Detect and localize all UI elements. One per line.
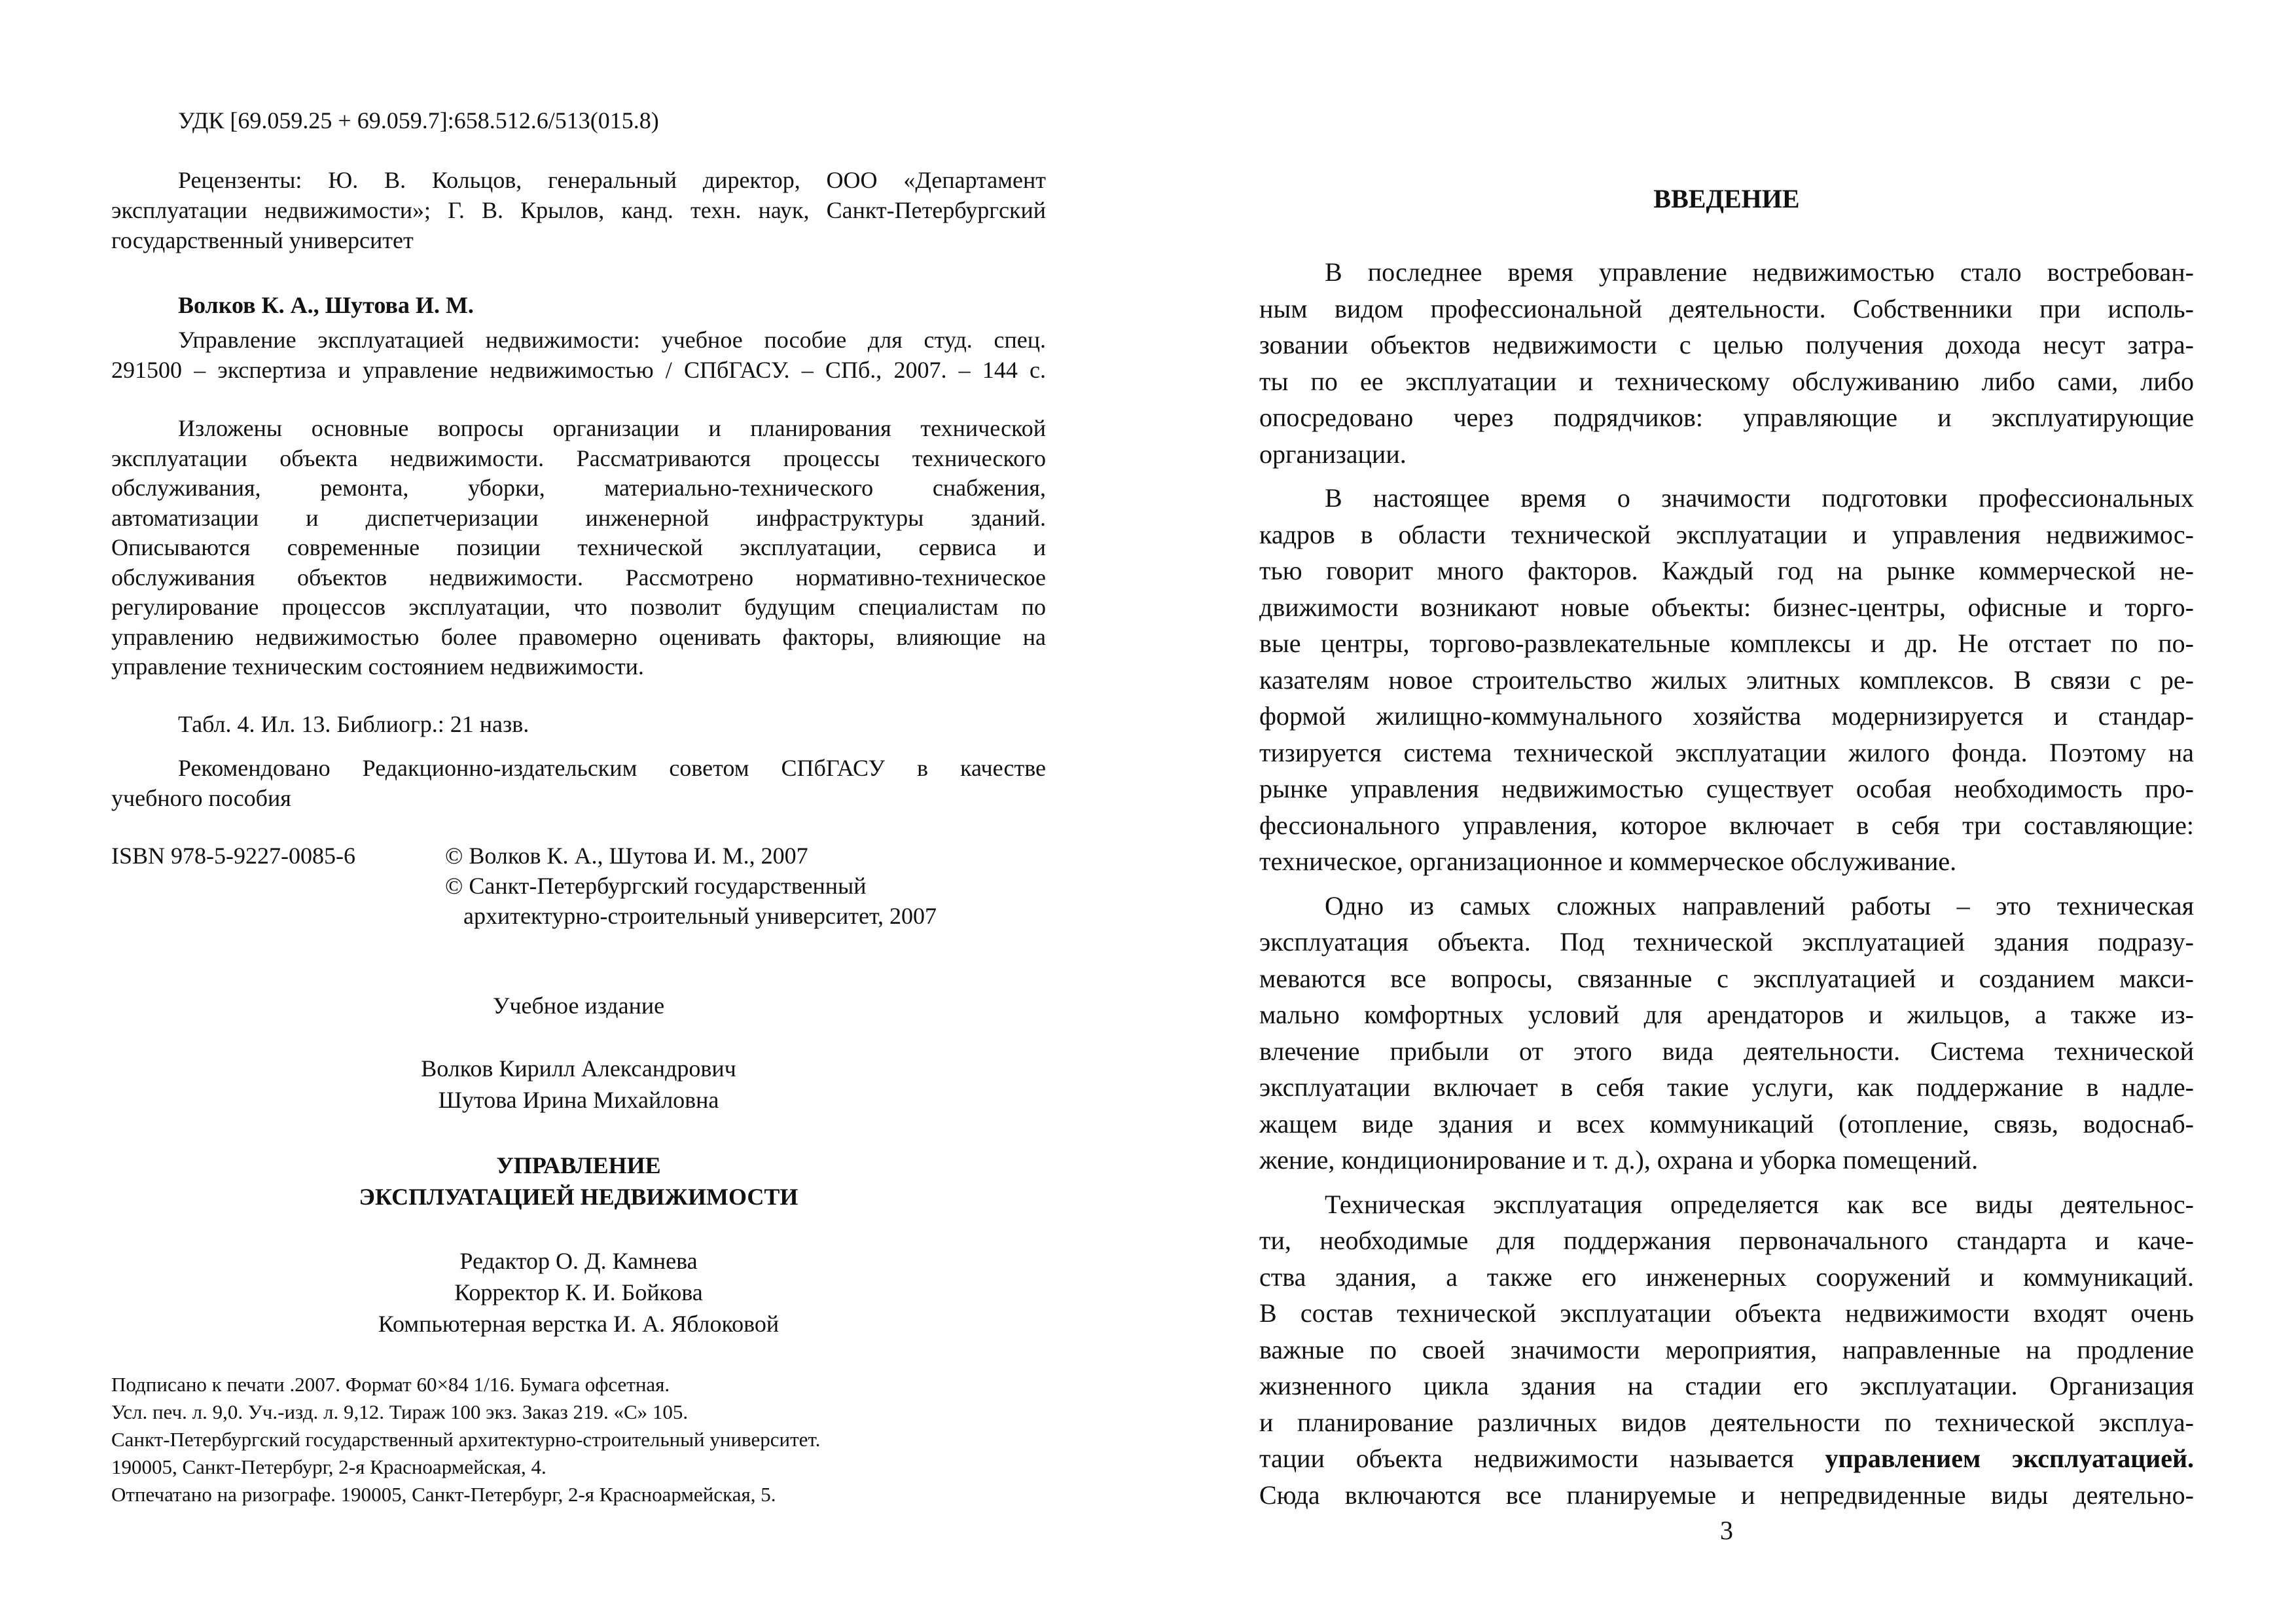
text-line: кадров в области технической эксплуатации и управления недвижимос- [1259,519,2194,549]
imprint-line: Санкт-Петербургский государственный архитектурно-строительный университет. [111,1428,821,1451]
reviewers-block [111,165,1046,255]
text-line: Техническая эксплуатация определяется как все виды деятельнос- [1325,1189,2194,1219]
text-line: В состав технической эксплуатации объекта недвижимости входят очень [1259,1298,2194,1328]
recommendation-line: учебного пособия [111,785,291,811]
imprint-line: Подписано к печати .2007. Формат 60×84 1/16. Бумага офсетная. [111,1373,670,1396]
annotation-line: управлению недвижимостью более правомерно оценивать факторы, влияющие на [111,623,1046,650]
text-line: В настоящее время о значимости подготовки профессиональных [1325,483,2194,513]
annotation-line: обслуживания, ремонта, уборки, материально-технического снабжения, [111,475,1046,501]
book-title-line: ЭКСПЛУАТАЦИЕЙ НЕДВИЖИМОСТИ [359,1184,798,1210]
annotation-line: автоматизации и диспетчеризации инженерной инфраструктуры зданий. [111,504,1046,531]
reviewers-line: эксплуатации недвижимости»; Г. В. Крылов, канд. техн. наук, Санкт-Петербургский [111,197,1046,223]
text-fragment: тации объекта недвижимости называется [1259,1444,1794,1473]
text-line: зовании объектов недвижимости с целью получения дохода несут затра- [1259,330,2194,359]
text-line: формой жилищно-коммунального хозяйства модернизируется и стандар- [1259,701,2194,731]
annotation-line: эксплуатации объекта недвижимости. Рассматриваются процессы технического [111,445,1046,471]
staff-line: Компьютерная верстка И. А. Яблоковой [378,1311,780,1337]
page-number: 3 [1720,1516,1733,1545]
text-line: эксплуатация объекта. Под технической эксплуатацией здания подразу- [1259,927,2194,957]
text-line: Одно из самых сложных направлений работы – это техническая [1325,890,2194,921]
text-line: организации. [1259,439,1407,469]
text-line: жение, кондиционирование и т. д.), охрана и уборка помещений. [1259,1145,1979,1175]
text-line-with-term [1259,1440,2194,1477]
author-names [111,1053,1046,1116]
recommendation [111,753,1046,813]
annotation [111,414,1046,682]
text-line: движимости возникают новые объекты: бизнес-центры, офисные и торго- [1259,592,2194,622]
annotation-line: Изложены основные вопросы организации и планирования технической [178,415,1046,441]
text-line: меваются все вопросы, связанные с эксплуатацией и созданием макси- [1259,963,2194,993]
text-line: Сюда включаются все планируемые и непредвиденные виды деятельно- [1259,1480,2194,1510]
text-line: казателям новое строительство жилых элитных комплексов. В связи с ре- [1259,665,2194,695]
text-line: В последнее время управление недвижимостью стало востребован- [1325,257,2194,287]
text-line: опосредовано через подрядчиков: управляющие и эксплуатирующие [1259,403,2194,432]
key-term: управлением эксплуатацией. [1825,1444,2194,1473]
paragraph-1 [1259,254,2194,472]
authors: Волков К. А., Шутова И. М. [178,292,474,318]
reviewers-line: государственный университет [111,227,414,253]
annotation-line: управление техническим состоянием недвижимости. [111,653,644,680]
text-line: эксплуатации включает в себя такие услуги, как поддержание в надле- [1259,1072,2194,1102]
annotation-line: Описываются современные позиции технической эксплуатации, сервиса и [111,534,1046,560]
author-name: Волков Кирилл Александрович [421,1055,736,1082]
text-line: ства здания, а также его инженерных сооружений и коммуникаций. [1259,1262,2194,1292]
text-line: ным видом профессиональной деятельности. Собственники при исполь- [1259,293,2194,323]
copyright-line: © Санкт-Петербургский государственный [445,873,867,899]
text-line: тизируется система технической эксплуатации жилого фонда. Поэтому на [1259,737,2194,767]
annotation-line: обслуживания объектов недвижимости. Рассмотрено нормативно-техническое [111,564,1046,591]
editorial-staff [111,1245,1046,1340]
text-line: и планирование различных видов деятельности по технической эксплуа- [1259,1407,2194,1437]
imprint-line: Отпечатано на ризографе. 190005, Санкт-Петербург, 2-я Красноармейская, 5. [111,1483,776,1506]
reviewers-line: Рецензенты: Ю. В. Кольцов, генеральный директор, ООО «Департамент [178,167,1046,193]
udk-code: УДК [69.059.25 + 69.059.7]:658.512.6/513(015.8) [178,107,659,134]
bibliographic-line: Управление эксплуатацией недвижимости: учебное пособие для студ. спец. [178,327,1046,353]
imprint-line: Усл. печ. л. 9,0. Уч.-изд. л. 9,12. Тираж 100 экз. Заказ 219. «С» 105. [111,1400,689,1423]
section-heading: ВВЕДЕНИЕ [1653,184,1800,213]
text-line: рынке управления недвижимостью существует особая необходимость про- [1259,774,2194,803]
text-line: ти, необходимые для поддержания первоначального стандарта и каче- [1259,1226,2194,1255]
paragraph-2 [1259,480,2194,880]
bibliographic-description [111,325,1046,385]
text-line: жащем виде здания и всех коммуникаций (отопление, связь, водоснаб- [1259,1108,2194,1139]
text-line: вые центры, торгово-развлекательные комплексы и др. Не отстает по по- [1259,629,2194,658]
bibliographic-line: 291500 – экспертиза и управление недвижимостью / СПбГАСУ. – СПб., 2007. – 144 с. [111,357,1046,383]
paragraph-4 [1259,1186,2194,1514]
text-line: фессионального управления, которое включает в себя три составляющие: [1259,810,2194,840]
imprint-line: 190005, Санкт-Петербург, 2-я Красноармейская, 4. [111,1455,547,1478]
book-title [111,1150,1046,1213]
edition-type: Учебное издание [492,993,665,1019]
text-line: мально комфортных условий для арендаторов и жильцов, а также из- [1259,1000,2194,1029]
copyright-block [445,841,937,931]
staff-line: Корректор К. И. Бойкова [454,1279,703,1305]
text-line: влечение прибыли от этого вида деятельности. Система технической [1259,1036,2194,1066]
text-line: техническое, организационное и коммерческое обслуживание. [1259,847,1957,876]
staff-line: Редактор О. Д. Камнева [459,1248,698,1274]
isbn: ISBN 978-5-9227-0085-6 [111,843,355,869]
recommendation-line: Рекомендовано Редакционно-издательским советом СПбГАСУ в качестве [178,755,1046,781]
text-line: жизненного цикла здания на стадии его эксплуатации. Организация [1259,1371,2194,1400]
introduction-page [1148,0,2296,1623]
annotation-line: регулирование процессов эксплуатации, что позволит будущим специалистам по [111,594,1046,620]
text-line: ты по ее эксплуатации и техническому обслуживанию либо сами, либо [1259,366,2194,396]
tables-note: Табл. 4. Ил. 13. Библиогр.: 21 назв. [178,711,529,737]
paragraph-3 [1259,888,2194,1178]
text-line: тью говорит много факторов. Каждый год на рынке коммерческой не- [1259,556,2194,585]
author-name: Шутова Ирина Михайловна [438,1087,719,1113]
introduction-text [1259,254,2194,1521]
book-title-line: УПРАВЛЕНИЕ [496,1152,661,1178]
copyright-line: © Волков К. А., Шутова И. М., 2007 [445,843,808,869]
print-imprint [111,1371,1054,1508]
copyright-line: архитектурно-строительный университет, 2007 [463,903,937,929]
text-line: важные по своей значимости мероприятия, направленные на продление [1259,1334,2194,1364]
